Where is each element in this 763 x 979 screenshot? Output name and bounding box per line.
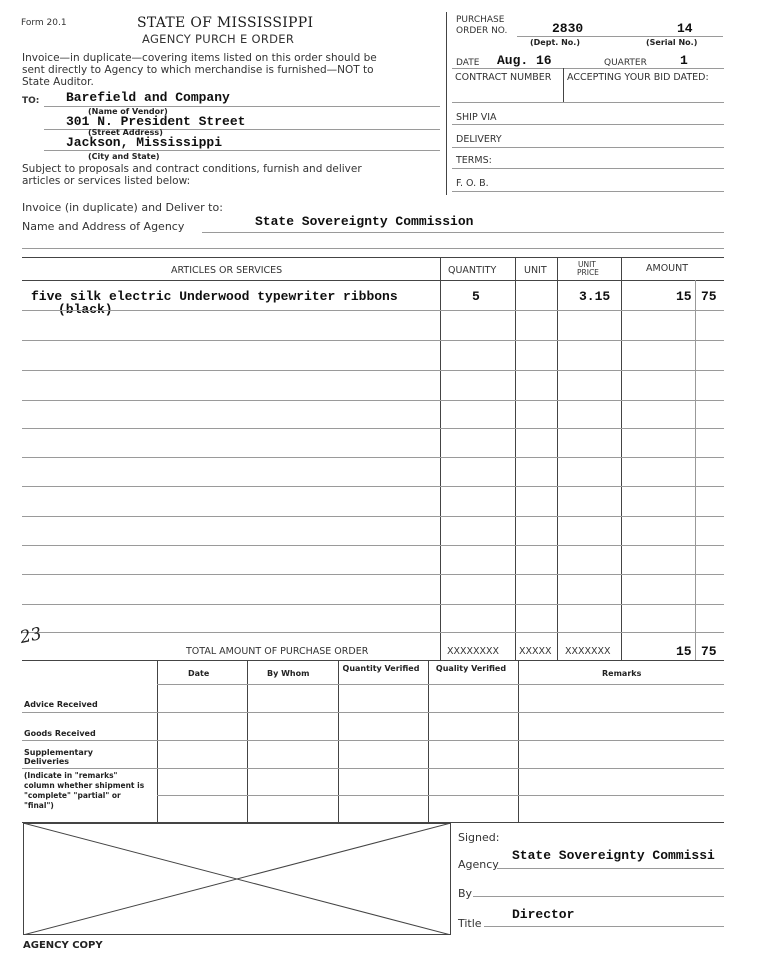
- delivery-label: DELIVERY: [456, 134, 502, 145]
- po-label-1: PURCHASE: [456, 15, 505, 25]
- vendor-city-line: [44, 150, 440, 151]
- receipt-row-line: [22, 768, 724, 769]
- header-amount: AMOUNT: [646, 263, 689, 274]
- header-unit-price-2: PRICE: [577, 268, 599, 277]
- fob-label: F. O. B.: [456, 178, 489, 189]
- goods-received-label: Goods Received: [24, 729, 96, 738]
- item-row-line: [22, 310, 724, 311]
- ship-via-line: [452, 124, 724, 125]
- vendor-name-caption: (Name of Vendor): [88, 107, 168, 116]
- delivery-note: (Indicate in "remarks" column whether shipment is "complete" "partial" or "final"): [24, 771, 145, 810]
- receipt-row-line: [157, 795, 724, 796]
- dept-caption: (Dept. No.): [530, 38, 580, 47]
- terms-label: TERMS:: [456, 155, 492, 166]
- quarter-value: 1: [680, 53, 688, 68]
- agency-address-label: Name and Address of Agency: [22, 220, 185, 233]
- item-description: five silk electric Underwood typewriter ribbons: [31, 289, 398, 304]
- vendor-street-caption: (Street Address): [88, 128, 163, 137]
- receipt-col-date: Date: [188, 669, 210, 678]
- crossed-out-box: [23, 823, 451, 935]
- instructions-line-3: State Auditor.: [22, 76, 94, 88]
- item-unit-price: 3.15: [579, 289, 611, 304]
- advice-received-label: Advice Received: [24, 700, 98, 709]
- contract-number-label: CONTRACT NUMBER: [455, 72, 552, 83]
- item-row-line: [22, 632, 724, 633]
- total-x-unit: XXXXX: [519, 646, 552, 657]
- item-amount-dollars: 15: [676, 289, 692, 304]
- item-row-line: [22, 574, 724, 575]
- receipt-row-line: [22, 740, 724, 741]
- item-row-line: [22, 370, 724, 371]
- signature-title-value: Director: [512, 907, 575, 922]
- deliver-agency-name: State Sovereignty Commission: [255, 214, 474, 229]
- vendor-city: Jackson, Mississippi: [66, 135, 223, 150]
- col-divider-quantity: [440, 257, 441, 660]
- header-unit: UNIT: [524, 265, 547, 276]
- serial-caption: (Serial No.): [646, 38, 698, 47]
- header-unit-price-1: UNIT: [578, 260, 596, 269]
- item-row-line: [22, 340, 724, 341]
- col-divider-amount: [621, 257, 622, 660]
- supplementary-deliveries-label: Supplementary Deliveries: [24, 748, 93, 766]
- vendor-name: Barefield and Company: [66, 90, 230, 105]
- terms-line: [452, 168, 724, 169]
- contract-line: [452, 102, 724, 103]
- total-x-quantity: XXXXXXXX: [447, 646, 500, 657]
- agency-copy-label: AGENCY COPY: [23, 940, 103, 951]
- to-label: TO:: [22, 96, 40, 106]
- receipt-col-remarks: Remarks: [602, 669, 642, 678]
- serial-number: 14: [677, 21, 693, 36]
- item-row-line: [22, 428, 724, 429]
- po-label-2: ORDER NO.: [456, 26, 508, 36]
- cross-lines: [23, 823, 451, 935]
- invoice-deliver-label: Invoice (in duplicate) and Deliver to:: [22, 201, 223, 214]
- total-label: TOTAL AMOUNT OF PURCHASE ORDER: [186, 646, 369, 657]
- items-table-top: [22, 257, 724, 258]
- item-row-line: [22, 400, 724, 401]
- col-divider-cents: [695, 280, 696, 660]
- fob-line: [452, 191, 724, 192]
- signed-label: Signed:: [458, 831, 500, 844]
- header-quantity: QUANTITY: [448, 265, 497, 276]
- po-number-line: [517, 36, 723, 37]
- item-description-cont: (black): [58, 302, 113, 317]
- receipt-header-line: [157, 684, 724, 685]
- vendor-street: 301 N. President Street: [66, 114, 246, 129]
- item-quantity: 5: [472, 289, 480, 304]
- date-line: [452, 68, 724, 69]
- item-row-line: [22, 457, 724, 458]
- agency-sign-line: [497, 868, 724, 869]
- delivery-line: [452, 147, 724, 148]
- by-label: By: [458, 887, 473, 900]
- col-divider-unit: [515, 257, 516, 660]
- instructions-line-2: sent directly to Agency to which merchandise is furnished—NOT to: [22, 64, 374, 76]
- contract-divider: [563, 68, 564, 102]
- by-sign-line: [473, 896, 724, 897]
- total-x-price: XXXXXXX: [565, 646, 611, 657]
- agency-purchase-order-title: AGENCY PURCH E ORDER: [142, 32, 295, 46]
- items-header-bottom: [22, 280, 724, 281]
- item-amount-cents: 75: [701, 289, 717, 304]
- col-divider-unit-price: [557, 257, 558, 660]
- ship-via-label: SHIP VIA: [456, 112, 497, 123]
- total-amount-cents: 75: [701, 644, 717, 659]
- vendor-city-caption: (City and State): [88, 152, 160, 161]
- subject-line-2: articles or services listed below:: [22, 175, 191, 187]
- receipt-row-line: [22, 712, 724, 713]
- agency-address-line-1: [202, 232, 724, 233]
- date-label: DATE: [456, 58, 480, 68]
- item-row-line: [22, 486, 724, 487]
- receipt-col-by-whom: By Whom: [267, 669, 310, 678]
- accepting-bid-label: ACCEPTING YOUR BID DATED:: [567, 72, 709, 83]
- total-amount-dollars: 15: [676, 644, 692, 659]
- title-label: Title: [458, 917, 482, 930]
- order-box-divider: [446, 12, 447, 195]
- state-title: STATE OF MISSISSIPPI: [137, 15, 314, 31]
- dept-number: 2830: [552, 21, 584, 36]
- item-row-line: [22, 516, 724, 517]
- subject-line-1: Subject to proposals and contract conditions, furnish and deliver: [22, 163, 362, 175]
- form-number: Form 20.1: [21, 18, 67, 28]
- quarter-label: QUARTER: [604, 58, 647, 68]
- items-table-bottom: [22, 660, 724, 661]
- item-row-line: [22, 604, 724, 605]
- header-articles: ARTICLES OR SERVICES: [171, 265, 283, 276]
- signature-agency-value: State Sovereignty Commissi: [512, 848, 715, 863]
- instructions-line-1: Invoice—in duplicate—covering items listed on this order should be: [22, 52, 377, 64]
- agency-address-line-2: [22, 248, 724, 249]
- receipt-col-quality-verified: Quality Verified: [435, 664, 507, 673]
- item-row-line: [22, 545, 724, 546]
- title-sign-line: [484, 926, 724, 927]
- handwritten-mark: 23: [18, 623, 44, 649]
- receipt-col-quantity-verified: Quantity Verified: [342, 664, 420, 673]
- agency-label: Agency: [458, 858, 499, 871]
- date-value: Aug. 16: [497, 53, 552, 68]
